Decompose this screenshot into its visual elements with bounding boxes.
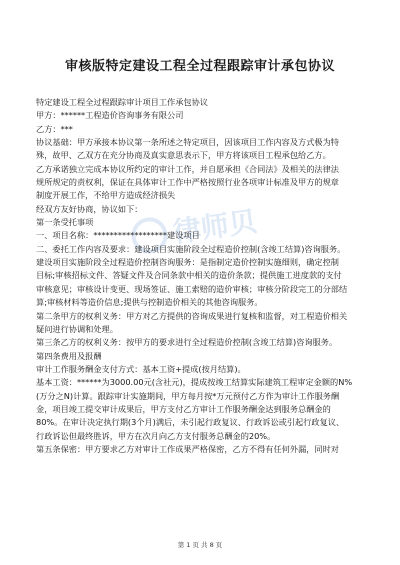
body-line: 第一条受托事项 [36, 217, 94, 228]
body-line: 审核意见；审核设计变更、现场签证、施工索赔的造价审核；审核分阶段完工的分部结 [36, 283, 348, 294]
body-line: 殊，故甲、乙双方在充分协商及真实意思表示下，甲方将该项目工程承包给乙方。 [36, 150, 331, 161]
body-line: 经双方友好协商，协议如下： [36, 203, 143, 214]
document-body [36, 96, 370, 456]
body-line: 疑问进行协调和处理。 [36, 323, 118, 334]
body-line: 第二条甲方的权利义务：甲方对乙方提供的咨询成果进行复核和监督，对工程造价相关 [36, 310, 348, 321]
body-line: 甲方：******工程造价咨询事务有限公司 [36, 110, 184, 121]
body-line: 建设项目实施阶段全过程造价控制咨询服务：是指制定造价控制实施细则，确定控制 [36, 257, 339, 268]
svg-text:律师贝: 律师贝 [171, 204, 259, 249]
body-line: 一、项目名称：******************建设项目 [36, 230, 200, 241]
body-line: 金，项目竣工提交审计成果后，甲方支付乙方审计工作服务酬金达到服务总酬金的 [36, 403, 331, 414]
page-number: 第 1 页 共 8 页 [177, 541, 223, 549]
body-line: 目标;审核招标文件、答疑文件及合同条款中相关的造价条款；提供施工进度款的支付 [36, 270, 342, 281]
body-line: 特定建设工程全过程跟踪审计项目工作承包协议 [36, 97, 208, 107]
body-line: 基本工资：******为3000.00元(含社元)，提成按竣工结算实际建筑工程审定金额的N% [36, 377, 353, 388]
body-line: 审计工作服务酬金支付方式：基本工资+提成(按月结算)。 [36, 363, 246, 374]
body-line: 乙方承诺独立完成本协议所约定的审计工作，并自愿承担《合同法》及相关的法律法 [36, 163, 339, 174]
body-line: 第四条费用及报酬 [36, 350, 102, 361]
body-line: 第三条乙方的权利义务：按甲方的要求进行全过程造价控制(含竣工结算)咨询服务。 [36, 337, 338, 348]
body-line: 二、委托工作内容及要求：建设项目实施阶段全过程造价控制(含竣工结算)咨询服务。 [36, 243, 346, 254]
document-title: 审核版特定建设工程全过程跟踪审计承包协议 [64, 59, 335, 74]
body-line: (万分之N)计算。跟踪审计实施期间，甲方每月按*万元预付乙方作为审计工作服务酬 [36, 390, 340, 401]
body-line: 算;审核材料等造价信息;提供与控制造价相关的其他咨询服务。 [36, 297, 263, 308]
body-line: 行政诉讼但最终胜诉，甲方在次月向乙方支付服务总酬金的20%。 [36, 430, 276, 441]
body-line: 乙方：*** [36, 123, 73, 134]
body-line: 80%。在审计决定执行期(3个月)满后，未引起行政复议、行政诉讼或引起行政复议、 [36, 417, 345, 428]
body-line: 规所规定的责权利，保证在具体审计工作中严格按照行业各项审计标准及甲方的规章 [36, 177, 339, 188]
body-line: 协议基础：甲方承接本协议第一条所述之特定项目，因该项目工作内容及方式极为特 [36, 137, 339, 148]
body-line: 制度开展工作，不给甲方造成经济损失 [36, 190, 176, 201]
body-line: 第五条保密：甲方要求乙方对审计工作成果严格保密，乙方不得有任何外漏，同时对 [36, 443, 339, 454]
